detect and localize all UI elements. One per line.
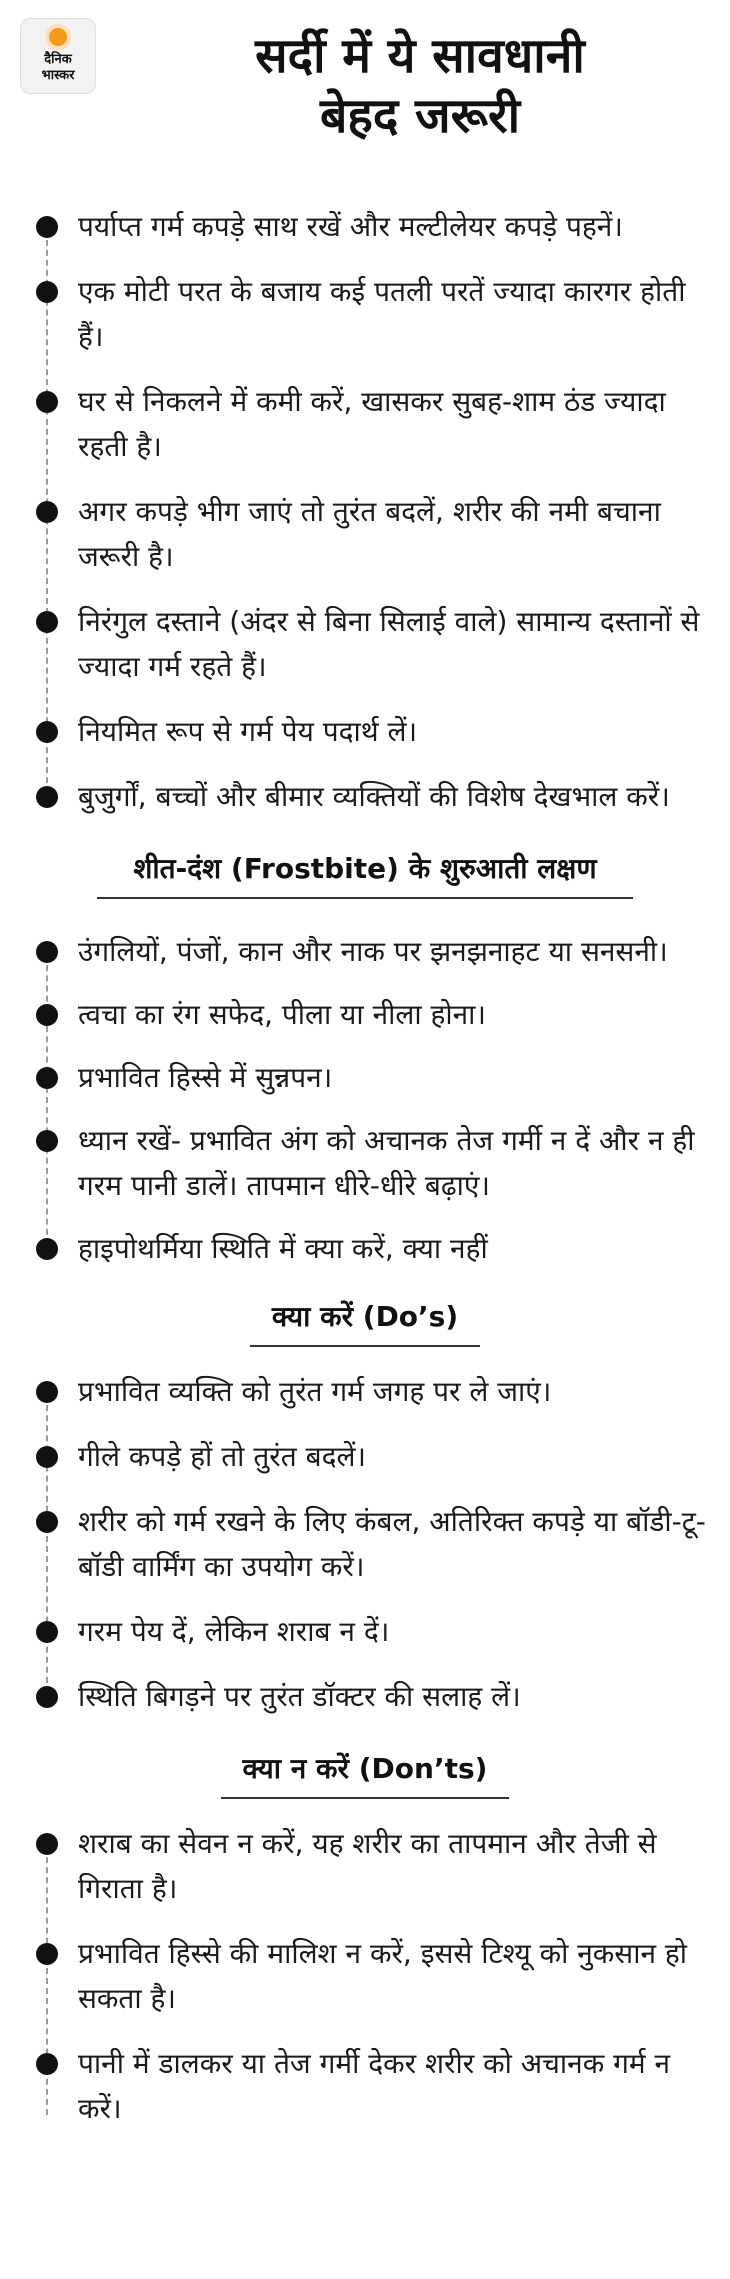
list-item-text: घर से निकलने में कमी करें, खासकर सुबह-शाम ठंड ज्यादा रहती है। — [78, 385, 666, 463]
list-item-text: एक मोटी परत के बजाय कई पतली परतें ज्यादा कारगर होती हैं। — [78, 275, 686, 353]
list-item — [0, 774, 730, 819]
list-item-text: बुजुर्गों, बच्चों और बीमार व्यक्तियों की विशेष देखभाल करें। — [78, 780, 670, 813]
list-item — [0, 1499, 730, 1589]
logo-line-1: दैनिक — [44, 52, 72, 67]
list-item-text: स्थिति बिगड़ने पर तुरंत डॉक्टर की सलाह लें। — [78, 1680, 521, 1713]
frostbite-heading: शीत-दंश (Frostbite) के शुरुआती लक्षण — [97, 849, 632, 899]
list-item-text: पर्याप्त गर्म कपड़े साथ रखें और मल्टीलेयर कपड़े पहनें। — [78, 210, 623, 243]
list-item — [0, 269, 730, 359]
dainik-bhaskar-logo — [20, 18, 96, 94]
list-item — [0, 1226, 730, 1271]
bullet-icon — [36, 1067, 58, 1089]
bullet-icon — [36, 281, 58, 303]
list-item — [0, 204, 730, 249]
logo-wordmark — [21, 52, 95, 84]
list-item-text: शराब का सेवन न करें, यह शरीर का तापमान और तेजी से गिराता है। — [78, 1827, 657, 1905]
list-item-text: शरीर को गर्म रखने के लिए कंबल, अतिरिक्त कपड़े या बॉडी-टू-बॉडी वार्मिंग का उपयोग करें। — [78, 1505, 706, 1583]
bullet-icon — [36, 1943, 58, 1965]
list-item — [0, 599, 730, 689]
list-item-text: ध्यान रखें- प्रभावित अंग को अचानक तेज गर्मी न दें और न ही गरम पानी डालें। तापमान धीरे-धीरे बढ़ाएं। — [78, 1124, 695, 1202]
title-line-2: बेहद जरूरी — [319, 88, 521, 144]
bullet-icon — [36, 1621, 58, 1643]
list-item — [0, 489, 730, 579]
list-item — [0, 992, 730, 1037]
bullet-icon — [36, 501, 58, 523]
bullet-icon — [36, 721, 58, 743]
list-item — [0, 1434, 730, 1479]
bullet-icon — [36, 941, 58, 963]
donts-list — [0, 1821, 730, 2131]
bullet-icon — [36, 611, 58, 633]
bullet-icon — [36, 1004, 58, 1026]
bullet-icon — [36, 1833, 58, 1855]
dos-section-header — [0, 1297, 730, 1347]
list-item-text: उंगलियों, पंजों, कान और नाक पर झनझनाहट या सनसनी। — [78, 935, 668, 968]
title-line-1: सर्दी में ये सावधानी — [255, 28, 585, 84]
frostbite-list — [0, 929, 730, 1271]
bullet-icon — [36, 1381, 58, 1403]
bullet-icon — [36, 2053, 58, 2075]
page-title — [130, 26, 710, 146]
precautions-list — [0, 204, 730, 819]
logo-line-2: भास्कर — [41, 68, 75, 83]
list-item — [0, 1674, 730, 1719]
list-item-text: प्रभावित हिस्से की मालिश न करें, इससे टिश्यू को नुकसान हो सकता है। — [78, 1937, 688, 2015]
bullet-icon — [36, 216, 58, 238]
list-item-text: त्वचा का रंग सफेद, पीला या नीला होना। — [78, 998, 487, 1031]
list-item — [0, 2041, 730, 2131]
list-item — [0, 1118, 730, 1208]
list-item — [0, 1369, 730, 1414]
list-item-text: प्रभावित हिस्से में सुन्नपन। — [78, 1061, 333, 1094]
list-item — [0, 1931, 730, 2021]
list-item-text: हाइपोथर्मिया स्थिति में क्या करें, क्या नहीं — [78, 1232, 488, 1265]
dos-heading: क्या करें (Do’s) — [250, 1297, 480, 1347]
list-item-text: पानी में डालकर या तेज गर्मी देकर शरीर को अचानक गर्म न करें। — [78, 2047, 671, 2125]
list-item — [0, 709, 730, 754]
frostbite-section-header — [0, 849, 730, 899]
bullet-icon — [36, 1238, 58, 1260]
bullet-icon — [36, 786, 58, 808]
list-item — [0, 1821, 730, 1911]
donts-heading: क्या न करें (Don’ts) — [221, 1749, 510, 1799]
list-item-text: निरंगुल दस्ताने (अंदर से बिना सिलाई वाले) सामान्य दस्तानों से ज्यादा गर्म रहते हैं। — [78, 605, 700, 683]
bullet-icon — [36, 1511, 58, 1533]
list-item-text: अगर कपड़े भीग जाएं तो तुरंत बदलें, शरीर की नमी बचाना जरूरी है। — [78, 495, 661, 573]
list-item-text: नियमित रूप से गर्म पेय पदार्थ लें। — [78, 715, 418, 748]
bullet-icon — [36, 1446, 58, 1468]
list-item — [0, 1055, 730, 1100]
dos-list — [0, 1369, 730, 1719]
list-item-text: प्रभावित व्यक्ति को तुरंत गर्म जगह पर ले जाएं। — [78, 1375, 552, 1408]
sun-icon — [49, 28, 67, 46]
donts-section-header — [0, 1749, 730, 1799]
bullet-icon — [36, 391, 58, 413]
bullet-icon — [36, 1130, 58, 1152]
list-item-text: गीले कपड़े हों तो तुरंत बदलें। — [78, 1440, 367, 1473]
bullet-icon — [36, 1686, 58, 1708]
list-item — [0, 1609, 730, 1654]
list-item-text: गरम पेय दें, लेकिन शराब न दें। — [78, 1615, 390, 1648]
header — [0, 0, 730, 168]
list-item — [0, 929, 730, 974]
list-item — [0, 379, 730, 469]
